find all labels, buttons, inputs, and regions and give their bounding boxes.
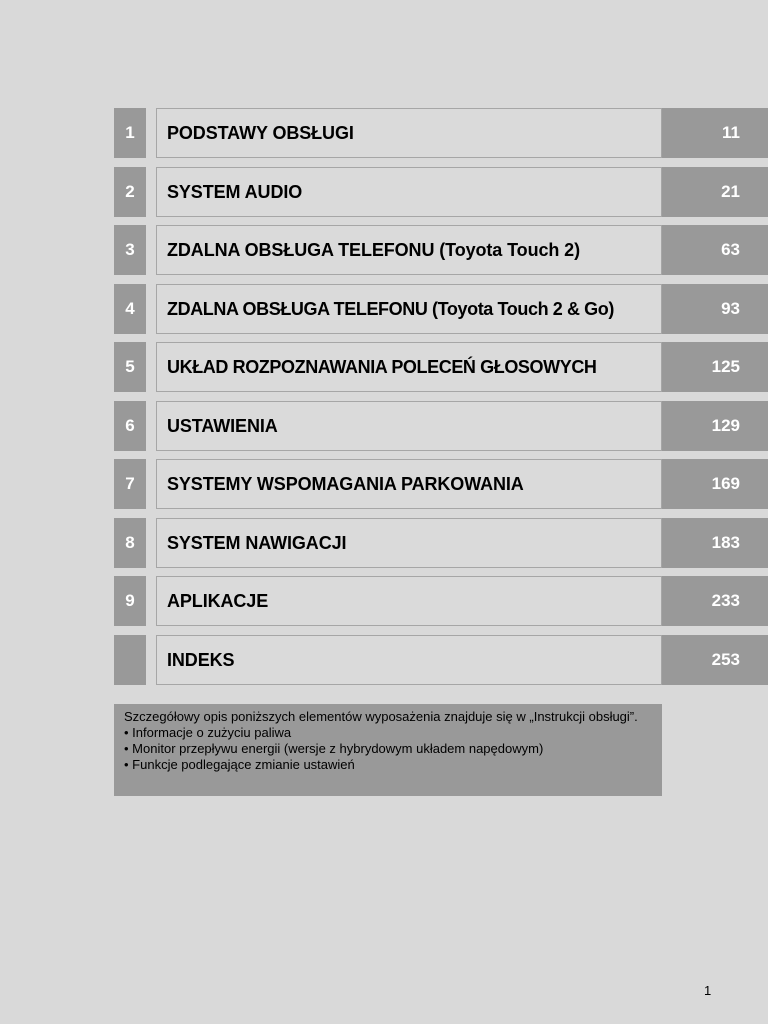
chapter-number-tab: 7: [114, 459, 146, 509]
chapter-title: ZDALNA OBSŁUGA TELEFONU (Toyota Touch 2): [167, 239, 580, 260]
info-intro-text: Szczegółowy opis poniższych elementów wyposażenia znajduje się w „Instrukcji obsługi”.: [124, 709, 638, 724]
chapter-page-tab: 169: [662, 459, 768, 509]
chapter-page-tab: 129: [662, 401, 768, 451]
chapter-number-tab: 6: [114, 401, 146, 451]
chapter-number-tab: 8: [114, 518, 146, 568]
chapter-title-box[interactable]: [156, 576, 662, 626]
chapter-title: SYSTEM NAWIGACJI: [167, 532, 347, 553]
chapter-page-tab: 21: [662, 167, 768, 217]
chapter-title-box[interactable]: [156, 108, 662, 158]
toc-row[interactable]: [0, 576, 768, 626]
page-number: 1: [704, 983, 712, 998]
info-note-box: [114, 704, 662, 796]
chapter-number-tab: 3: [114, 225, 146, 275]
info-list-item: • Funkcje podlegające zmianie ustawień: [124, 757, 652, 773]
toc-row[interactable]: [0, 342, 768, 392]
chapter-number-tab: [114, 635, 146, 685]
toc-row[interactable]: [0, 459, 768, 509]
toc-row[interactable]: [0, 518, 768, 568]
chapter-title-box[interactable]: [156, 401, 662, 451]
chapter-page-tab: 63: [662, 225, 768, 275]
chapter-number-tab: 4: [114, 284, 146, 334]
info-list-item: • Monitor przepływu energii (wersje z hybrydowym układem napędowym): [124, 741, 652, 757]
chapter-title-box[interactable]: [156, 342, 662, 392]
chapter-title: PODSTAWY OBSŁUGI: [167, 122, 354, 143]
chapter-page-tab: 125: [662, 342, 768, 392]
chapter-number-tab: 5: [114, 342, 146, 392]
chapter-title: UKŁAD ROZPOZNAWANIA POLECEŃ GŁOSOWYCH: [167, 356, 597, 377]
chapter-page-tab: 183: [662, 518, 768, 568]
chapter-title-box[interactable]: [156, 167, 662, 217]
chapter-number-tab: 9: [114, 576, 146, 626]
toc-row[interactable]: [0, 108, 768, 158]
chapter-title-box[interactable]: [156, 284, 662, 334]
chapter-title: USTAWIENIA: [167, 415, 278, 436]
info-list: [124, 725, 652, 773]
toc-row[interactable]: [0, 167, 768, 217]
chapter-title: INDEKS: [167, 649, 235, 670]
toc-row[interactable]: [0, 225, 768, 275]
chapter-number-tab: 1: [114, 108, 146, 158]
chapter-page-tab: 11: [662, 108, 768, 158]
info-list-item: • Informacje o zużyciu paliwa: [124, 725, 652, 741]
chapter-number-tab: 2: [114, 167, 146, 217]
chapter-title-box[interactable]: [156, 225, 662, 275]
chapter-title: ZDALNA OBSŁUGA TELEFONU (Toyota Touch 2 & Go): [167, 298, 614, 319]
chapter-title: SYSTEMY WSPOMAGANIA PARKOWANIA: [167, 473, 524, 494]
chapter-title-box[interactable]: [156, 459, 662, 509]
chapter-page-tab: 233: [662, 576, 768, 626]
chapter-page-tab: 93: [662, 284, 768, 334]
toc-row[interactable]: [0, 635, 768, 685]
chapter-title-box[interactable]: [156, 518, 662, 568]
chapter-title: SYSTEM AUDIO: [167, 181, 303, 202]
chapter-page-tab: 253: [662, 635, 768, 685]
chapter-title-box[interactable]: [156, 635, 662, 685]
chapter-title: APLIKACJE: [167, 590, 269, 611]
toc-row[interactable]: [0, 401, 768, 451]
toc-row[interactable]: [0, 284, 768, 334]
